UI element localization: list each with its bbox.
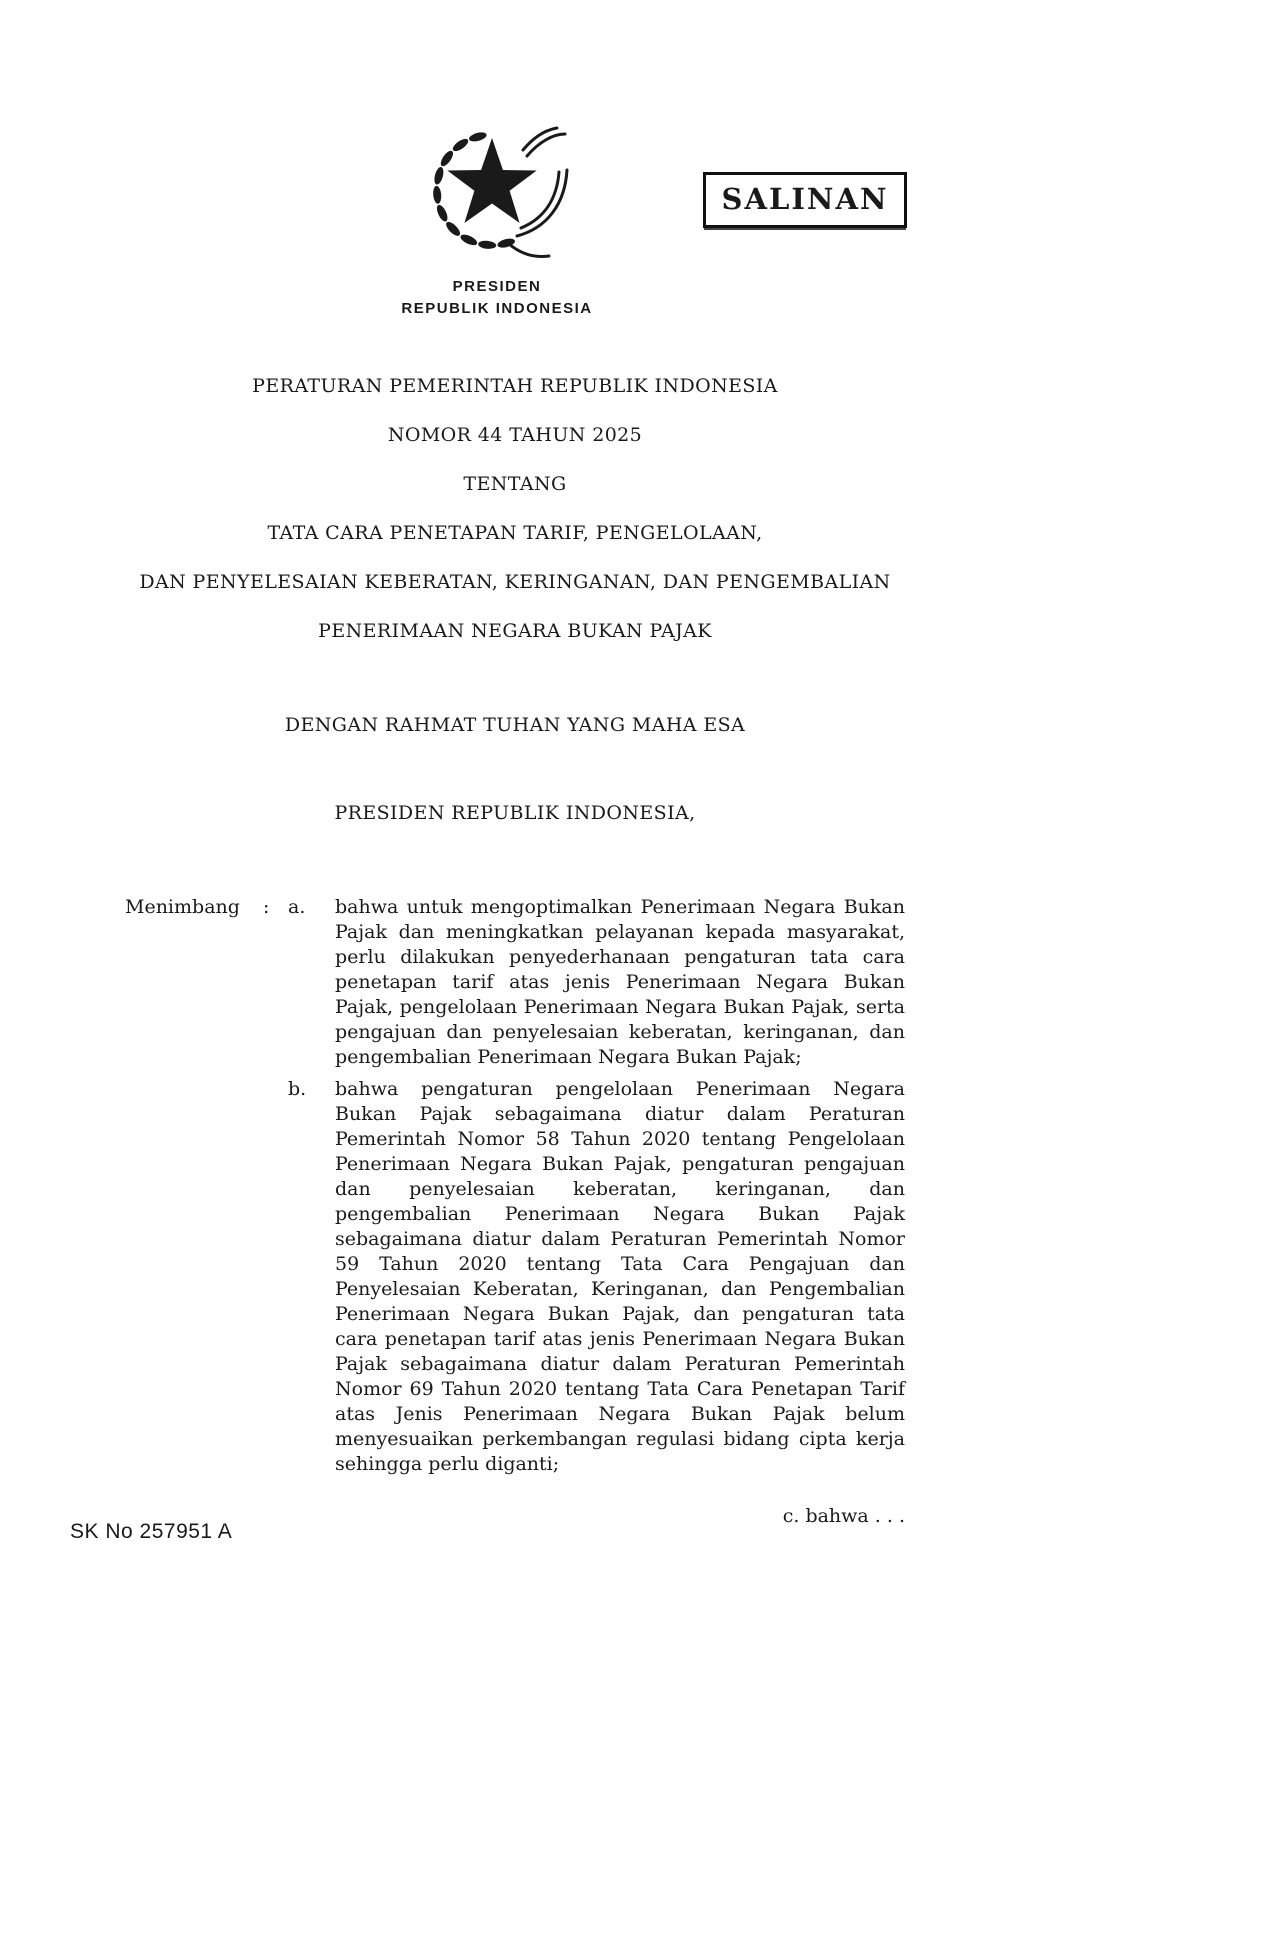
- letterhead-republik-indonesia: REPUBLIK INDONESIA: [401, 300, 593, 317]
- item-marker: b.: [288, 1078, 307, 1100]
- regulation-title-line-2: NOMOR 44 TAHUN 2025: [387, 424, 643, 446]
- considering-items: [288, 895, 905, 1484]
- document-content: [125, 0, 905, 1529]
- catchword-line: c. bahwa . . .: [782, 1505, 905, 1527]
- regulation-title-line-3: TENTANG: [463, 473, 567, 495]
- invocation-line: DENGAN RAHMAT TUHAN YANG MAHA ESA: [284, 714, 746, 736]
- presidential-emblem-icon: [107, 110, 887, 262]
- letterhead: [107, 276, 887, 320]
- regulation-title-line-1: PERATURAN PEMERINTAH REPUBLIK INDONESIA: [252, 375, 778, 397]
- item-text: bahwa untuk mengoptimalkan Penerimaan Negara Bukan Pajak dan meningkatkan pelayanan kepada masyarakat, perlu dilakukan penyederhanaan pengaturan tata cara penetapan tarif atas jenis Penerimaan Negara Bukan Pajak, pengelolaan Penerimaan Negara Bukan Pajak, serta pengajuan dan penyelesaian keberatan, keringanan, dan pengembalian Penerimaan Negara Bukan Pajak;: [335, 896, 905, 1068]
- salinan-stamp: SALINAN: [703, 172, 907, 228]
- menimbang-label: Menimbang: [125, 896, 240, 918]
- considering-item-b: [288, 1077, 905, 1477]
- regulation-title-line-4: TATA CARA PENETAPAN TARIF, PENGELOLAAN,: [267, 522, 763, 544]
- regulation-title-line-6: PENERIMAAN NEGARA BUKAN PAJAK: [318, 620, 712, 642]
- menimbang-colon: :: [263, 896, 270, 918]
- item-marker: a.: [288, 896, 306, 918]
- doc-number: SK No 257951 A: [70, 1520, 233, 1543]
- letterhead-presiden: PRESIDEN: [452, 278, 542, 295]
- considering-item-a: [288, 895, 905, 1070]
- considering-block: [125, 895, 905, 1484]
- regulation-title-line-5: DAN PENYELESAIAN KEBERATAN, KERINGANAN, DAN PENGEMBALIAN: [139, 571, 891, 593]
- item-text: bahwa pengaturan pengelolaan Penerimaan Negara Bukan Pajak sebagaimana diatur dalam Peraturan Pemerintah Nomor 58 Tahun 2020 tentang Pengelolaan Penerimaan Negara Bukan Pajak, pengaturan pengajuan dan penyelesaian keberatan, keringanan, dan pengembalian Penerimaan Negara Bukan Pajak sebagaimana diatur dalam Peraturan Pemerintah Nomor 59 Tahun 2020 tentang Tata Cara Pengajuan dan Penyelesaian Keberatan, Keringanan, dan Pengembalian Penerimaan Negara Bukan Pajak, dan pengaturan tata cara penetapan tarif atas jenis Penerimaan Negara Bukan Pajak sebagaimana diatur dalam Peraturan Pemerintah Nomor 69 Tahun 2020 tentang Tata Cara Penetapan Tarif atas Jenis Penerimaan Negara Bukan Pajak belum menyesuaikan perkembangan regulasi bidang cipta kerja sehingga perlu diganti;: [335, 1078, 905, 1475]
- salutation-line: PRESIDEN REPUBLIK INDONESIA,: [334, 802, 696, 824]
